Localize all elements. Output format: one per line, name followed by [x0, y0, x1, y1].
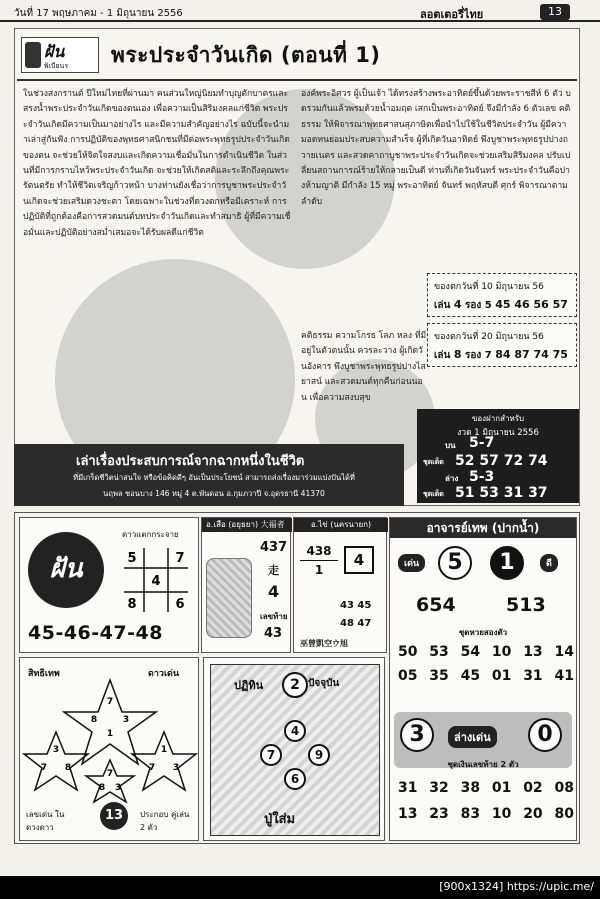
star-number: 7 — [106, 697, 114, 707]
issue-date: วันที่ 17 พฤษภาคม - 1 มิถุนายน 2556 — [14, 8, 183, 19]
three-digit-2: 513 — [506, 594, 546, 616]
star-subtitle: ดาวเด่น — [148, 669, 180, 679]
boxed-number: 4 — [344, 546, 374, 574]
star-number: 3 — [114, 783, 122, 793]
sets-row-2: 05 35 45 01 31 41 — [398, 668, 574, 684]
star-panel — [19, 657, 199, 841]
puzzle-panel — [203, 657, 385, 841]
gift-date: งวด 1 มิถุนายน 2556 — [457, 428, 539, 438]
dream-logo: ฝัน — [28, 532, 104, 608]
publication-name: ลอตเตอรี่ไทย — [420, 8, 484, 21]
chai-header: อ.ไข่ (นครนายก) — [294, 518, 388, 532]
puzzle-bottom-text: ปู่ใส่ม — [264, 812, 296, 827]
page-number: 13 — [540, 4, 570, 20]
prediction-box-2 — [427, 323, 577, 367]
lower-digit-2: 0 — [528, 718, 562, 752]
star-center-number: 13 — [100, 802, 128, 830]
chai-chinese: 巫曾凱空ウ旭 — [300, 639, 348, 648]
money-label: ชุดเงินเลขท้าย 2 ตัว — [447, 760, 519, 769]
chai-row-2: 48 47 — [340, 618, 372, 629]
puzzle-dial: 7 — [260, 744, 282, 766]
banner-title: เล่าเรื่องประสบการณ์จากฉากหนึ่งในชีวิต — [76, 454, 305, 469]
tiger-number-1: 437 — [260, 540, 288, 555]
logo-subtitle: พิเบียนร — [44, 62, 69, 70]
article-right-column: องค์พระอิศวร ผู้เป็นเจ้า ได้ทรงสร้างพระอาทิตย์ขึ้นด้วยพระราชสีห์ 6 ตัว บดรวมกันแล้วพรมด้วยน้ำอมฤต เสกเป็นพระอาทิตย์ จึงมีกำลัง 6 ตัวเลข คติธรรม ให้พิจารณาพุทธศาสนสุภาษิตเพื่อนำไปใช้ในชีวิตประจำวัน ผู้มีความอดทนย่อมประสบความสำเร็จ ผู้ที่เกิดวันอาทิตย์ พึงบูชาพระพุทธรูปปางถวายเนตร และสวดคาถาบูชาพระประจำวันเกิดจะช่วยเสริมสิริมงคล ปรับเปลี่ยนสถานการณ์ร้ายให้กลายเป็นดี ท่านที่เกิดวันจันทร์ พระประจำวันคือปางห้ามญาติ มีกำลัง 15 หมู่ พระอาทิตย์ จันทร์ พฤหัสบดี ศุกร์ พิจารณาตามลำดับ — [301, 89, 571, 207]
grid-cell: 8 — [127, 597, 137, 612]
puzzle-right-text: ปัจจุบัน — [308, 678, 340, 689]
money-row-2: 13 23 83 10 20 80 — [398, 806, 574, 822]
star-number: 8 — [98, 783, 106, 793]
puzzle-center-number: 2 — [282, 672, 308, 698]
up-value: 5-7 — [469, 435, 495, 451]
tiger-header: อ.เสือ (อยุธยา) 大福者也 — [202, 518, 292, 532]
star-number: 7 — [40, 763, 48, 773]
down-value: 5-3 — [469, 469, 495, 485]
play-label: เด่น — [398, 554, 425, 572]
banner-line-1: ที่มีเกร็ดชีวิตน่าสนใจ หรือข้อคิดดีๆ อันเป็นประโยชน์ สามารถส่งเรื่องมาร่วมแบ่งปันได้ที่ — [73, 473, 355, 482]
chai-row-1: 43 45 — [340, 600, 372, 611]
prediction-numbers: เล่น 8 รอง 7 84 87 74 75 — [434, 348, 568, 361]
down-label: ล่าง — [445, 474, 459, 483]
puzzle-left-text: ปฏิทิน — [234, 679, 264, 692]
footer-link[interactable]: [900x1324] https://upic.me/ — [439, 880, 594, 893]
star-number: 8 — [90, 715, 98, 725]
star-number: 7 — [106, 769, 114, 779]
prediction-numbers: เล่น 4 รอง 5 45 46 56 57 — [434, 298, 568, 311]
lottery-panels — [14, 512, 580, 844]
lead-digit-1: 5 — [438, 546, 472, 580]
prediction-box-1 — [427, 273, 577, 317]
lead-digit-2: 1 — [490, 546, 524, 580]
banner-address: นฤพล ชอนบาง 146 หมู่ 4 ต.พันดอน อ.กุมภวาปี จ.อุดรธานี 41370 — [103, 489, 325, 498]
puzzle-dial: 9 — [308, 744, 330, 766]
grid-cell: 4 — [151, 574, 161, 589]
article-title: พระประจำวันเกิด (ตอนที่ 1) — [111, 43, 381, 67]
three-digit-1: 654 — [416, 594, 456, 616]
set-label: ชุดเด็ด — [423, 458, 444, 466]
star-number: 1 — [106, 729, 114, 739]
dream-numbers: 45-46-47-48 — [28, 622, 163, 644]
tiger-illustration — [206, 558, 252, 638]
image-host-footer — [0, 876, 600, 899]
gift-header: ของฝากสำหรับ — [471, 414, 525, 423]
prediction-label: ของตกวันที่ 20 มิถุนายน 56 — [434, 332, 544, 342]
puzzle-dial: 6 — [284, 768, 306, 790]
tiger-number-3: 43 — [264, 626, 283, 641]
gift-numbers-box — [417, 409, 579, 503]
money-row-1: 31 32 38 01 02 08 — [398, 780, 574, 796]
chai-panel — [293, 517, 387, 653]
tiger-label: เลขท้าย — [260, 612, 288, 621]
grid-cell: 7 — [175, 551, 185, 566]
sets-label: ชุดหวยสองตัว — [458, 628, 508, 637]
grid-cell: 6 — [175, 597, 185, 612]
grid-cell: 5 — [127, 551, 137, 566]
star-diagram — [20, 676, 200, 806]
set-1: 52 57 72 74 — [455, 453, 548, 469]
star-bottom-left: เลขเด่น ในดวงดาว — [26, 810, 65, 832]
good-label: ดี — [540, 554, 558, 572]
lower-digit-1: 3 — [400, 718, 434, 752]
tiger-panel — [201, 517, 291, 653]
set-label: ชุดเด็ด — [423, 490, 444, 498]
article-section — [14, 28, 580, 506]
star-number: 7 — [148, 763, 156, 773]
tiger-number-2: 4 — [268, 582, 280, 601]
dream-panel — [19, 517, 199, 653]
article-right-column-2: คติธรรม ความโกรธ โลภ หลง ที่มีอยู่ในตัวตนนั้น ควรละวาง ผู้เกิดวันอังคาร พึงบูชาพระพุทธรูปปางไสยาสน์ และสวดมนต์ทุกคืนก่อนนอน เพื่อความสงบสุข — [301, 331, 427, 403]
sets-row-1: 50 53 54 10 13 14 — [398, 644, 574, 660]
star-number: 3 — [52, 745, 60, 755]
star-bottom-right: ประกอบ คู่เล่น 2 ตัว — [140, 810, 190, 832]
up-label: บน — [445, 441, 456, 450]
number-grid — [120, 544, 192, 616]
fraction: 438 1 — [300, 544, 338, 577]
page-header — [0, 4, 600, 22]
dream-caption: ดาวแตกกระจาย — [122, 530, 179, 539]
star-number: 8 — [64, 763, 72, 773]
prediction-label: ของตกวันที่ 10 มิถุนายน 56 — [434, 282, 544, 292]
star-number: 3 — [172, 763, 180, 773]
title-divider — [17, 79, 577, 81]
logo-icon — [25, 42, 41, 68]
column-logo — [21, 37, 99, 73]
star-number: 1 — [160, 745, 168, 755]
set-2: 51 53 31 37 — [455, 485, 548, 501]
ajarn-header: อาจารย์เทพ (ปากน้ำ) — [390, 518, 576, 538]
article-left-column: ในช่วงสงกรานต์ ปีใหม่ไทยที่ผ่านมา คนส่วนใหญ่นิยมทำบุญตักบาตรและสรงน้ำพระประจำวันเกิดของตนเอง เพื่อความเป็นสิริมงคลแก่ชีวิต พระประจำวันเกิดมีความเป็นมาอย่างไร และมีความสำคัญอย่างไร ฉบับนี้จะนำมาเล่าสู่กันฟัง การปฏิบัติของพุทธศาสนิกชนที่มีต่อพระพุทธรูปประจำวันเกิดของตน จะช่วยให้จิตใจสงบและเกิดความเชื่อมั่นในการดำเนินชีวิต ในส่วนที่มีการกราบไหว้พระประจำวันเกิด จะช่วยให้เกิดสติและระลึกถึงคุณพระรัตนตรัย ทำให้ชีวิตเจริญก้าวหน้า บางท่านยังเชื่อว่าการบูชาพระประจำวันเกิดจะช่วยเสริมดวงชะตา โดยเฉพาะในช่วงที่ดวงตกหรือมีเคราะห์ การปฏิบัติที่ถูกต้องคือการสวดมนต์บทประจำวันเกิดและทำสมาธิ ผู้ที่มีความเชื่อมั่นและปฏิบัติอย่างสม่ำเสมอจะได้รับผลดีแก่ชีวิต — [23, 89, 291, 238]
star-title: สิทธิเทพ — [28, 669, 60, 679]
lower-label: ล่างเด่น — [448, 726, 497, 748]
puzzle-dial: 4 — [284, 720, 306, 742]
logo-title: ฝัน — [44, 42, 65, 61]
tiger-char: 走 — [268, 564, 279, 577]
star-number: 3 — [122, 715, 130, 725]
story-invitation-banner — [14, 444, 404, 506]
ajarn-thep-panel — [389, 517, 577, 841]
